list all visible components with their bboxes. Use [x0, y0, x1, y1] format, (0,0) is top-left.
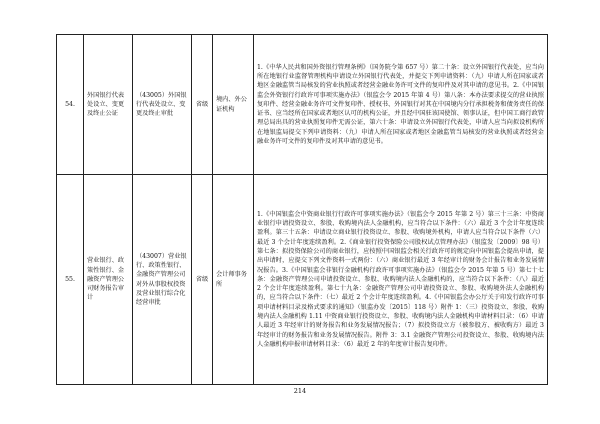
table-row: [57, 35, 548, 175]
approval-items-table: [56, 34, 548, 385]
item-name: 外国银行代表处设立、变更及终止公证: [84, 35, 133, 175]
row-number: 54.: [57, 35, 84, 175]
legal-basis-text: 1.《中国银监会中资商业银行行政许可事项实施办法》（银监会令 2015 年第 2 号）第三十三条：中资商业银行申请投资设立、参股、收购境内法人金融机构，应当符合以下条件：（六）最近 3 个会计年度连续盈利。第三十五条：申请设立商业银行投资设立、参股、收购境外机构，申请人应当符合以下条件（六）最近 3 个会计年度连续盈利。2.《商业银行投资保险公司股权试点管理办法》（银监发〔2009〕98 号）第七条：拟投资保险公司的商业银行，应按照中国银监会相关行政许可的规定向中国银监会提出申请，提出申请时，应提交下列文件资料一式两份：（六）商业银行最近 3 年经审计的财务会计报告和业务发展情况报告。3.《中国银监会非银行金融机构行政许可事项实施办法》（银监会令 2015 年第 5 号）第七十七条：金融资产管理公司申请投资设立、参股、收购境内法人金融机构的，应当符合以下条件：（八）最近 2 个会计年度连续盈利。第七十九条：金融资产管理公司申请投资设立、参股、收购境外法人金融机构的，应当符合以下条件：（七）最近 2 个会计年度连续盈利。4.《中国银监会办公厅关于印发行政许可事项申请材料目录及格式要求的通知》（银监办发〔2015〕118 号）附件 1：（三）投资设立、参股、收购境内法人金融机构 1.11 中资商业银行投资设立、参股、收购境内法人金融机构申请材料目录：（6）申请人最近 3 年经审计的财务报告和业务发展情况报告；（7）拟投资设立方（被参股方、被收购方）最近 3 年经审计的财务报告和业务发展情况报告。附件 3：3.1 金融资产管理公司投资设立、参股、收购境内法人金融机构申报审请材料目录：（6）最近 2 年的年度审计报告复印件。: [257, 210, 544, 348]
legal-basis-cell: [254, 35, 548, 175]
service-provider: 境内、外公证机构: [213, 35, 254, 175]
approval-level: 省级: [192, 175, 213, 385]
item-name: 营业银行、政策性银行、金融资产管理公司财务报告审计: [84, 175, 133, 385]
service-provider: 会计师事务所: [213, 175, 254, 385]
row-number: 55.: [57, 175, 84, 385]
approval-code-name: （43005）外国银行代表处设立、变更及终止审批: [133, 35, 192, 175]
approval-level: 省级: [192, 35, 213, 175]
table-row: [57, 175, 548, 385]
approval-code-name: （43007）营业银行、政策性银行、金融资产管理公司对外从事股权投资及营业银行综合化经营审批: [133, 175, 192, 385]
legal-basis-text: 1.《中华人民共和国外资银行管理条例》（国务院令第 657 号）第二十条：设立外国银行代表处，应当向所在地银行业监督管理机构申请设立外国银行代表处，并提交下列申请资料：（九）申请人所在国家或者地区金融监管当局核发的营业执照或者经营金融业务许可文件的复印件及对其申请的意见书。2.《中国银监会外资银行行政许可事项实施办法》（银监会令 2015 年第 4 号）第八条：本办法要求提交的营业执照复印件、经营金融业务许可文件复印件、授权书、外国银行对其在中国境内分行承担税务和债务责任的保证书、应当经所在国家或者地区认可的机构公证，并且经中国驻该国使馆、领事认证，但中国工商行政管理总局出具的营业执照复印件无需公证，第六十条：申请设立外国银行代表处，申请人应当向拟设机构所在地银监局提交下列申请资料：（九）申请人所在国家或者地区金融监管当局核发的营业执照或者经营金融业务许可文件的复印件及对其申请的意见书。: [257, 63, 544, 146]
legal-basis-cell: [254, 175, 548, 385]
page-number: 214: [293, 387, 307, 395]
